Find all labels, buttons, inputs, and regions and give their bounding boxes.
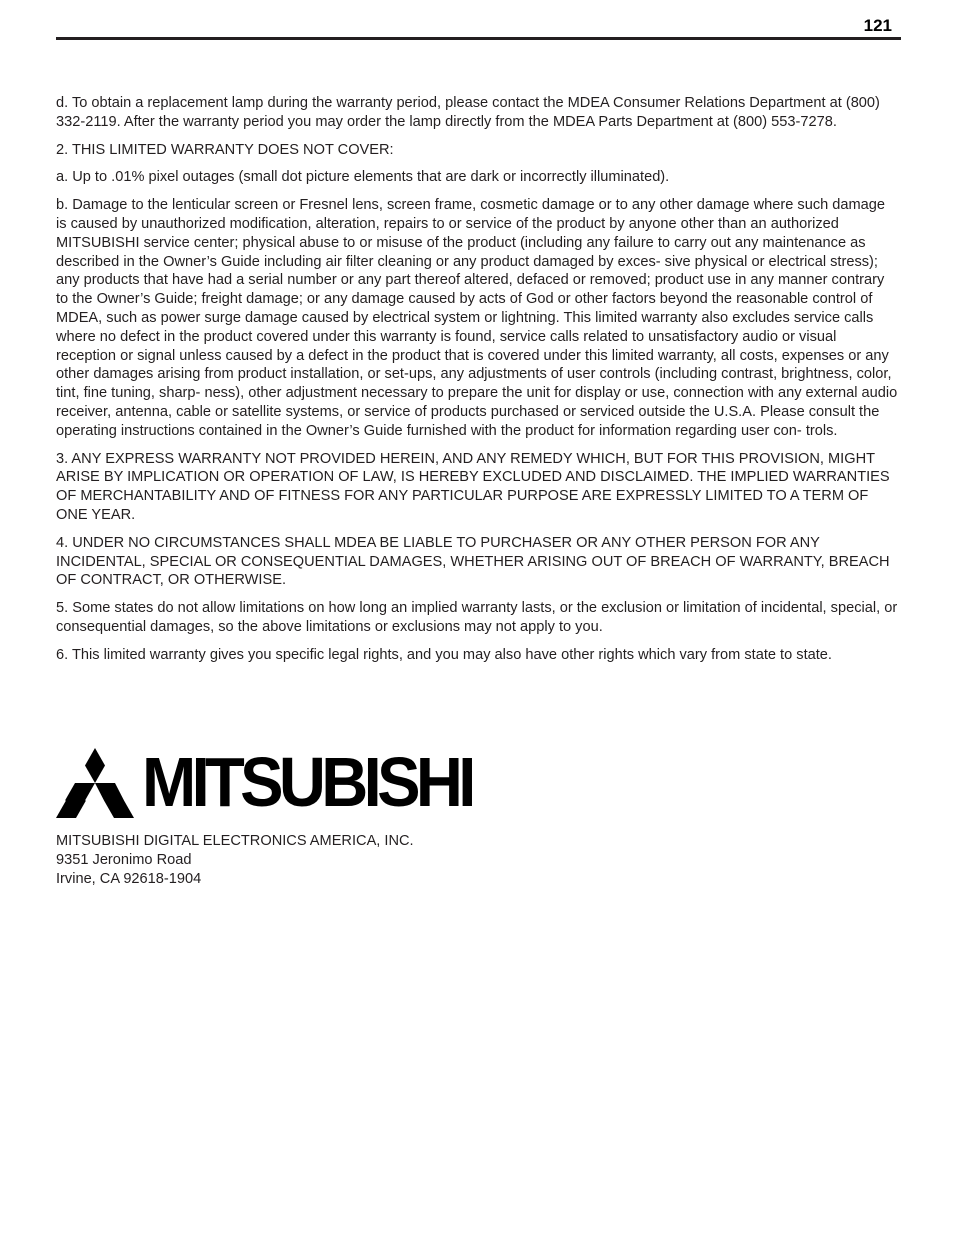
company-address [56,832,414,888]
logo-wordmark: MITSUBISHI [142,743,472,821]
paragraph-liability: 4. UNDER NO CIRCUMSTANCES SHALL MDEA BE LIABLE TO PURCHASER OR ANY OTHER PERSON FOR ANY INCIDENTAL, SPECIAL OR CONSEQUENTIAL DAMAGES, WHETHER ARISING OUT OF BREACH OF WARRANTY, BREACH OF CONTRACT, OR OTHERWISE. [56,534,890,589]
paragraph-legal-rights: 6. This limited warranty gives you specific legal rights, and you may also have other rights which vary from state to state. [56,646,832,663]
paragraph-pixel-outages: a. Up to .01% pixel outages (small dot picture elements that are dark or incorrectly illuminated). [56,169,670,186]
company-name: MITSUBISHI DIGITAL ELECTRONICS AMERICA, INC. [56,833,414,849]
paragraph-state-limitations: 5. Some states do not allow limitations on how long an implied warranty lasts, or the exclusion or limitation of incidental, special, or consequential damages, so the above limitations or exclusions may not apply to you. [56,600,898,635]
mitsubishi-logo [56,743,476,821]
city-state-zip: Irvine, CA 92618-1904 [56,870,202,887]
paragraph-express-warranty: 3. ANY EXPRESS WARRANTY NOT PROVIDED HEREIN, AND ANY REMEDY WHICH, BUT FOR THIS PROVISION, MIGHT ARISE BY IMPLICATION OR OPERATION OF LAW, IS HEREBY EXCLUDED AND DISCLAIMED. THE IMPLIED WARRANTIES OF MERCHANTABILITY AND OF FITNESS FOR ANY PARTICULAR PURPOSE ARE EXPRESSLY LIMITED TO A TERM OF ONE YEAR. [56,450,890,523]
paragraph-damage-exclusions: b. Damage to the lenticular screen or Fresnel lens, screen frame, cosmetic damage or to any other damage where such damage is caused by unauthorized modification, alteration, repairs to or service of the product by anyone other than an authorized MITSUBISHI service center; physical abuse to or misuse of the product (including any failure to carry out any maintenance as described in the Owner’s Guide including air filter cleaning or any product damaged by exces- sive physical or electrical stress); any products that have had a serial number or any part thereof altered, defaced or removed; product use in any manner contrary to the Owner’s Guide; freight damage; or any damage caused by acts of God or other factors beyond the reasonable control of MDEA, such as power surge damage caused by electrical system or lightning. This limited warranty also excludes service calls where no defect in the product covered under this warranty is found, service calls related to unsatisfactory audio or visual reception or signal unless caused by a defect in the product that is covered under this limited warranty, all costs, expenses or any other damages arising from product installation, or set-ups, any adjustments of user controls (including contrast, brightness, color, tint, fine tuning, sharp- ness), other adjustment necessary to prepare the unit for display or use, connection with any external audio receiver, antenna, cable or satellite systems, or service of products purchased or serviced outside the U.S.A. Please consult the operating instructions contained in the Owner’s Guide furnished with the product for information regarding user con- trols. [56,197,898,439]
street-address: 9351 Jeronimo Road [56,851,192,868]
warranty-text [56,94,898,674]
paragraph-not-covered-heading: 2. THIS LIMITED WARRANTY DOES NOT COVER: [56,141,394,158]
three-diamonds-icon [56,748,134,818]
page-number: 121 [863,16,892,35]
paragraph-lamp-replacement: d. To obtain a replacement lamp during the warranty period, please contact the MDEA Consumer Relations Department at (800) 332-2119. After the warranty period you may order the lamp directly from the MDEA Parts Department at (800) 553-7278. [56,95,880,130]
header-rule [56,37,901,40]
